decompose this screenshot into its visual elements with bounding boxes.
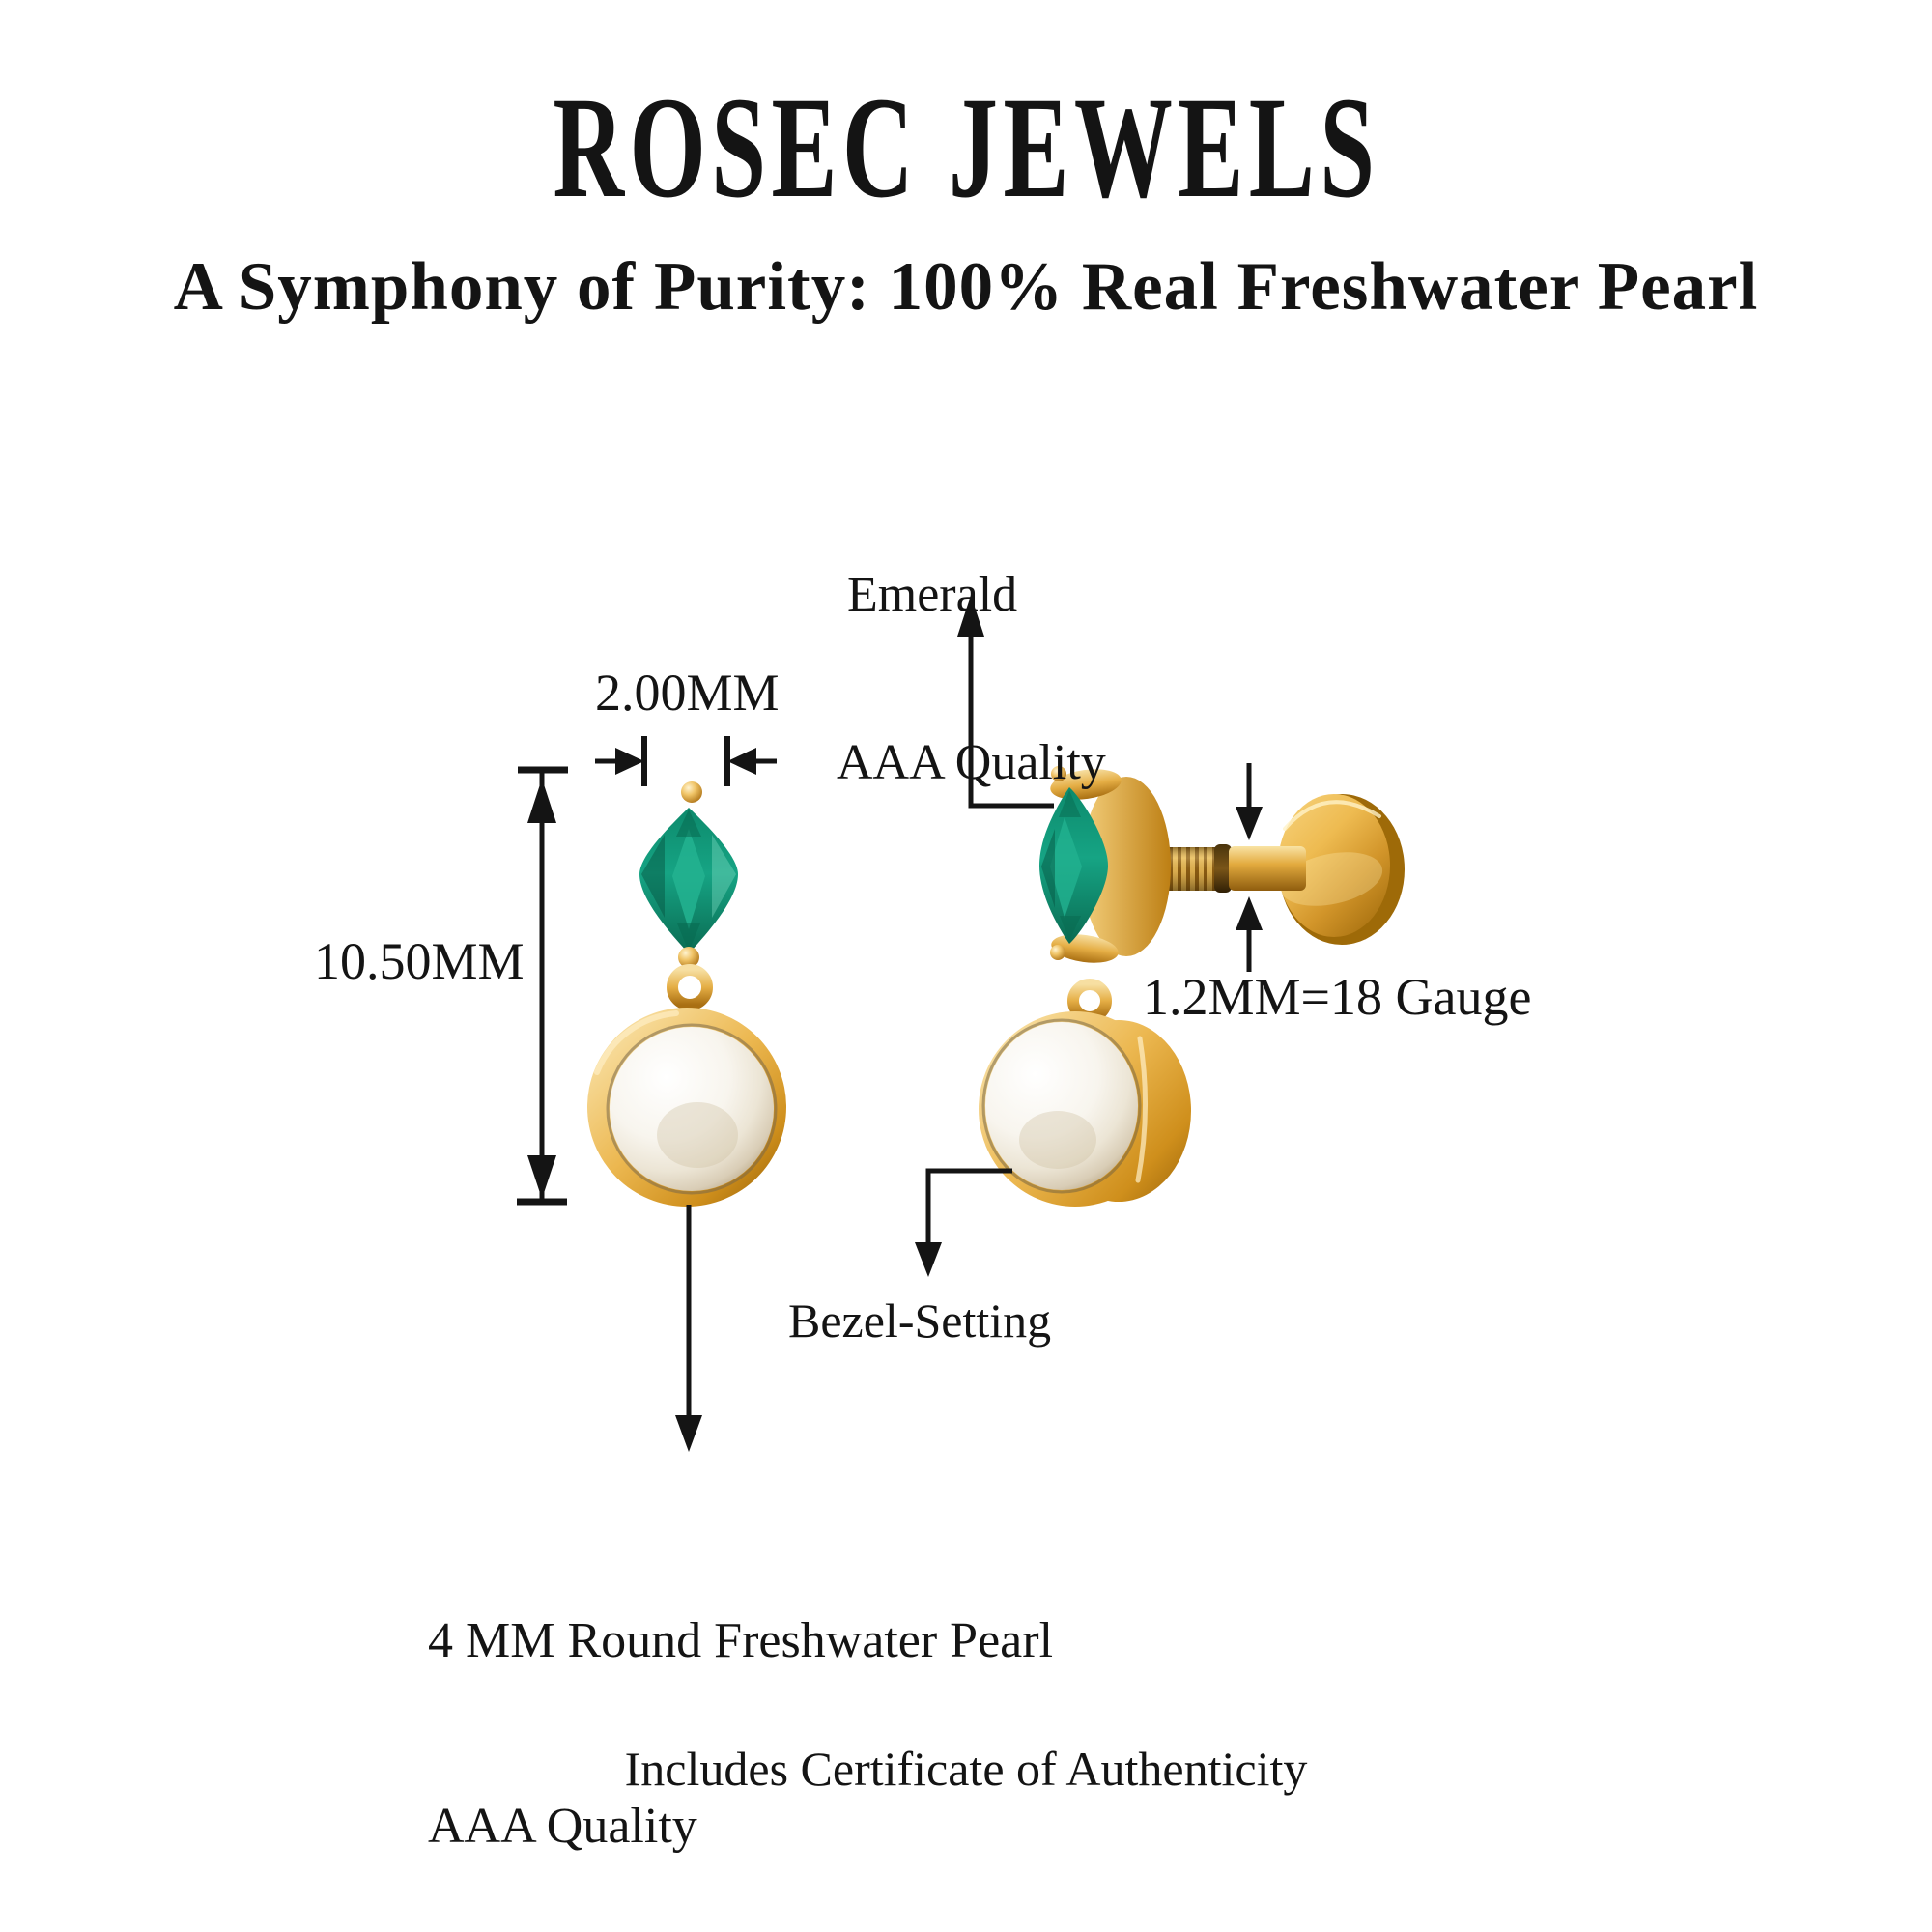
drop-height-dimension: 10.50MM — [314, 932, 525, 990]
certificate-note: Includes Certificate of Authenticity — [624, 1742, 1308, 1796]
height-arrow-up — [527, 779, 556, 823]
height-arrow-down — [527, 1155, 556, 1199]
tagline: A Symphony of Purity: 100% Real Freshwater Pearl — [173, 249, 1759, 325]
gem-width-dimension: 2.00MM — [595, 664, 780, 722]
post-gauge-dimension: 1.2MM=18 Gauge — [1143, 968, 1532, 1026]
connector-link — [672, 970, 707, 1005]
pearl-quality-label — [428, 1487, 1053, 1932]
gauge-arrow-up-head — [1236, 896, 1263, 930]
bezel-leader-line — [928, 1171, 1012, 1243]
bezel-leader-head — [915, 1242, 942, 1277]
left-earring-front-view — [587, 781, 786, 1207]
width-arrow-left-head — [615, 748, 644, 775]
bezel-setting-label: Bezel-Setting — [788, 1293, 1052, 1348]
pearl-quality-line1: 4 MM Round Freshwater Pearl — [428, 1613, 1054, 1668]
brand-title: ROSEC JEWELS — [552, 68, 1380, 228]
top-prong-ball — [681, 781, 702, 803]
smooth-post — [1229, 846, 1306, 891]
gauge-arrow-down-head — [1236, 807, 1263, 840]
emerald-quality-line1: Emerald — [847, 567, 1018, 622]
bottom-prong-ball — [1050, 945, 1065, 960]
pearl-leader-head — [675, 1415, 702, 1452]
pearl-shading — [657, 1102, 738, 1168]
pearl-quality-line2: AAA Quality — [428, 1799, 697, 1854]
emerald-quality-line2: AAA Quality — [837, 735, 1106, 790]
pearl-shading — [1019, 1111, 1096, 1169]
width-arrow-right-head — [727, 748, 756, 775]
emerald-quality-label — [837, 455, 1106, 903]
